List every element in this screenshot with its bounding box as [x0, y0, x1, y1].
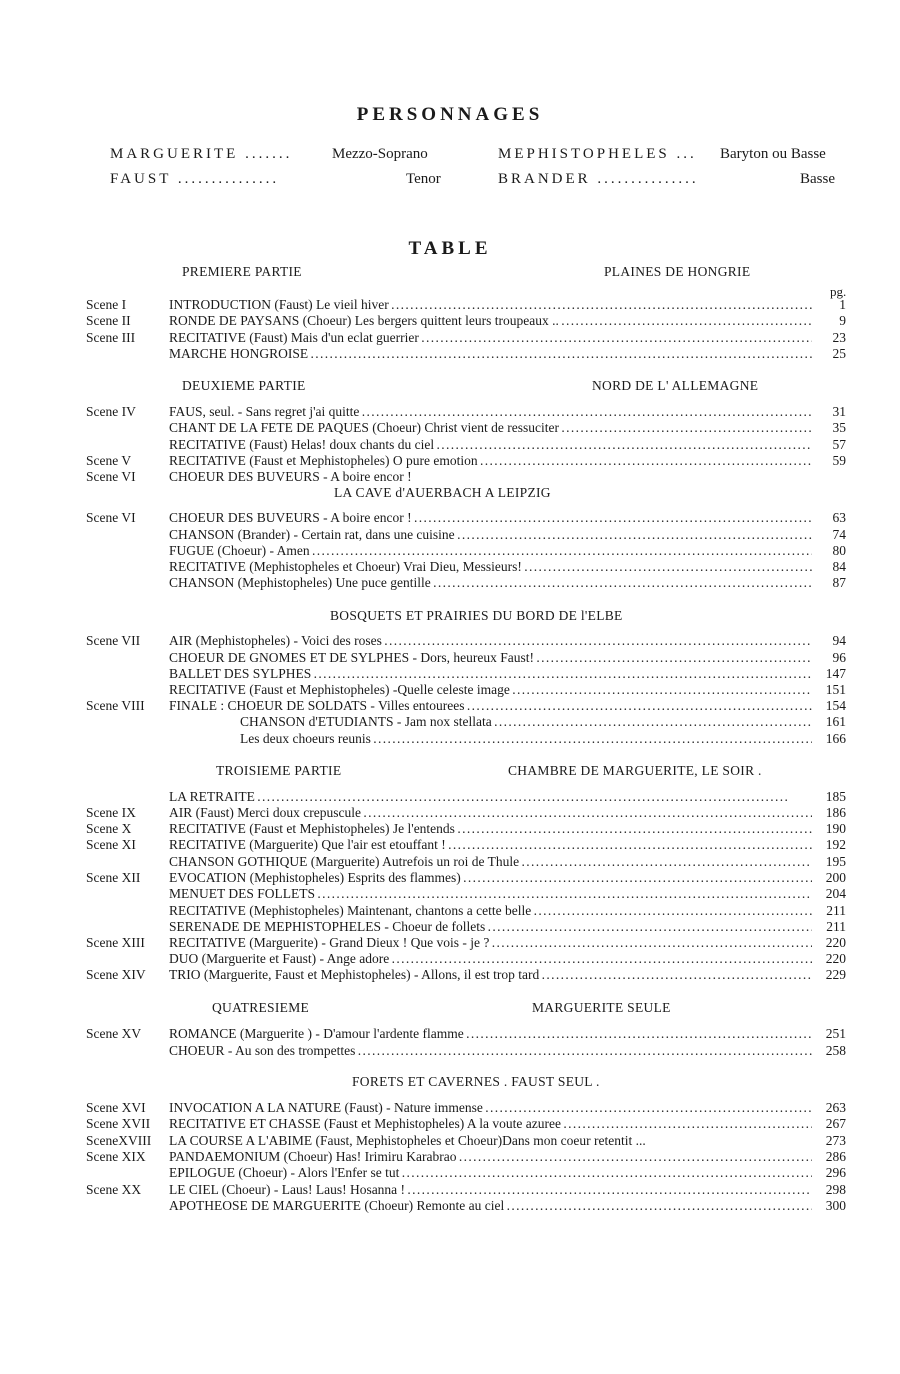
page-number: 298 [825, 1182, 846, 1197]
scene-number: Scene IV [86, 404, 136, 419]
toc-entry [86, 903, 846, 919]
entry-title: CHANSON (Mephistopheles) Une puce gentille . . . [169, 575, 812, 591]
cast-name: FAUST ............... [110, 171, 280, 187]
scene-number: Scene III [86, 330, 136, 345]
section-heading: PREMIERE PARTIE [182, 264, 302, 279]
scene-number: Scene VI [86, 469, 136, 484]
toc-entry [86, 967, 846, 983]
toc-entry [86, 1116, 846, 1132]
toc-entry [86, 854, 846, 870]
scene-number: Scene XIII [86, 935, 145, 950]
entry-title: EVOCATION (Mephistopheles) Esprits des flammes) . . . [169, 870, 812, 886]
personnages-heading: PERSONNAGES [356, 104, 544, 125]
entry-title: FINALE : CHOEUR DE SOLDATS - Villes entourees . . . [169, 698, 812, 714]
section-location: MARGUERITE SEULE [532, 1000, 671, 1015]
toc-entry [86, 1026, 846, 1042]
toc-entry [86, 870, 846, 886]
entry-title: INTRODUCTION (Faust) Le vieil hiver . . . [169, 297, 812, 313]
toc-entry [86, 1100, 846, 1116]
toc-entry [86, 731, 846, 747]
toc-entry [86, 1043, 846, 1059]
scene-number: Scene XVI [86, 1100, 146, 1115]
page-number: 263 [825, 1100, 846, 1115]
scene-number: Scene VI [86, 510, 136, 525]
entry-title: CHOEUR DES BUVEURS - A boire encor ! [169, 469, 412, 484]
page-number: 195 [825, 854, 846, 869]
page-number: 220 [825, 935, 846, 950]
cast-name: MARGUERITE ....... [110, 146, 293, 162]
toc-entry [86, 789, 846, 805]
cast-voice: Basse [800, 171, 835, 187]
entry-title: RECITATIVE (Faust) Mais d'un eclat guerrier . . . [169, 330, 812, 346]
entry-title: BALLET DES SYLPHES . . . [169, 666, 812, 682]
page-number: 166 [825, 731, 846, 746]
scene-number: Scene XX [86, 1182, 142, 1197]
entry-title: RECITATIVE (Marguerite) - Grand Dieux ! Que vois - je ? . . . [169, 935, 812, 951]
entry-title: FAUS, seul. - Sans regret j'ai quitte . . . [169, 404, 812, 420]
page-number: 31 [832, 404, 846, 419]
entry-title: RONDE DE PAYSANS (Choeur) Les bergers quittent leurs troupeaux .. . . . [169, 313, 812, 329]
page-number: 200 [825, 870, 846, 885]
entry-title: SERENADE DE MEPHISTOPHELES - Choeur de follets . . . [169, 919, 812, 935]
toc-entry [86, 714, 846, 730]
toc-entry [86, 527, 846, 543]
toc-entry [86, 919, 846, 935]
scene-number: Scene XIV [86, 967, 146, 982]
toc-entry [86, 453, 846, 469]
entry-title: FUGUE (Choeur) - Amen . . . [169, 543, 812, 559]
toc-entry [86, 886, 846, 902]
entry-title: DUO (Marguerite et Faust) - Ange adore . . . [169, 951, 812, 967]
scene-number: Scene VIII [86, 698, 145, 713]
toc-entry [86, 346, 846, 362]
toc-entry [86, 330, 846, 346]
page-number: 151 [825, 682, 846, 697]
page-number: 185 [825, 789, 846, 804]
entry-title: RECITATIVE (Faust et Mephistopheles) -Quelle celeste image . . . [169, 682, 812, 698]
page-number: 211 [826, 919, 846, 934]
page-number: 80 [832, 543, 846, 558]
toc-entry [86, 666, 846, 682]
section-location: PLAINES DE HONGRIE [604, 264, 751, 279]
scene-number: Scene XIX [86, 1149, 146, 1164]
entry-title: RECITATIVE (Faust et Mephistopheles) O pure emotion . . . [169, 453, 812, 469]
entry-title: LE CIEL (Choeur) - Laus! Laus! Hosanna ! . . . [169, 1182, 812, 1198]
page-number: 251 [825, 1026, 846, 1041]
page-number: 63 [832, 510, 846, 525]
page-number: 286 [825, 1149, 846, 1164]
entry-title: MENUET DES FOLLETS . . . [169, 886, 812, 902]
toc-entry [86, 1198, 846, 1214]
page-number: 300 [825, 1198, 846, 1213]
section-location: LA CAVE d'AUERBACH A LEIPZIG [334, 485, 551, 500]
entry-title: RECITATIVE (Marguerite) Que l'air est etouffant ! . . . [169, 837, 812, 853]
scene-number: Scene V [86, 453, 132, 468]
section-location: BOSQUETS ET PRAIRIES DU BORD DE l'ELBE [330, 608, 623, 623]
page-number: 87 [832, 575, 846, 590]
page-number: 25 [832, 346, 846, 361]
cast-entry [498, 171, 835, 188]
page-number: 94 [832, 633, 846, 648]
toc-entry [86, 469, 846, 485]
toc-entry [86, 559, 846, 575]
page-number: 9 [839, 313, 846, 328]
section-location: FORETS ET CAVERNES . FAUST SEUL . [352, 1074, 600, 1089]
scene-number: SceneXVIII [86, 1133, 152, 1148]
toc-entry [86, 821, 846, 837]
table-heading: TABLE [408, 238, 492, 259]
entry-title: EPILOGUE (Choeur) - Alors l'Enfer se tut . . . [169, 1165, 812, 1181]
page-number: 192 [825, 837, 846, 852]
toc-entry [86, 420, 846, 436]
entry-title: CHANSON d'ETUDIANTS - Jam nox stellata . . . [240, 714, 812, 730]
toc-entry [86, 805, 846, 821]
toc-entry [86, 1182, 846, 1198]
scene-number: Scene X [86, 821, 132, 836]
cast-voice: Baryton ou Basse [720, 146, 826, 162]
toc-entry [86, 1133, 846, 1149]
page-number: 57 [832, 437, 846, 452]
page-number: 147 [825, 666, 846, 681]
cast-name: BRANDER ............... [498, 171, 699, 187]
entry-title: TRIO (Marguerite, Faust et Mephistopheles) - Allons, il est trop tard . . . [169, 967, 812, 983]
toc-entry [86, 297, 846, 313]
toc-entry [86, 437, 846, 453]
toc-entry [86, 1165, 846, 1181]
section-location: NORD DE L' ALLEMAGNE [592, 378, 759, 393]
entry-title: CHANSON (Brander) - Certain rat, dans une cuisine . . . [169, 527, 812, 543]
toc-entry [86, 650, 846, 666]
scene-number: Scene I [86, 297, 127, 312]
toc-entry [86, 682, 846, 698]
page-number: 190 [825, 821, 846, 836]
toc-entry [86, 698, 846, 714]
scene-number: Scene II [86, 313, 131, 328]
entry-title: AIR (Mephistopheles) - Voici des roses . . . [169, 633, 812, 649]
toc-entry [86, 935, 846, 951]
toc-entry [86, 313, 846, 329]
toc-entry [86, 951, 846, 967]
entry-title: RECITATIVE (Faust et Mephistopheles) Je l'entends . . . [169, 821, 812, 837]
page-number: 267 [825, 1116, 846, 1131]
cast-entry [110, 146, 428, 163]
page-number: 23 [832, 330, 846, 345]
page-number: 84 [832, 559, 846, 574]
entry-title: RECITATIVE (Faust) Helas! doux chants du ciel . . . [169, 437, 812, 453]
entry-title: PANDAEMONIUM (Choeur) Has! Irimiru Karabrao . . . [169, 1149, 812, 1165]
page-number: 154 [825, 698, 846, 713]
entry-title: RECITATIVE ET CHASSE (Faust et Mephistopheles) A la voute azuree . . . [169, 1116, 812, 1132]
cast-entry [110, 171, 441, 188]
page-number: 296 [825, 1165, 846, 1180]
entry-title: CHOEUR DES BUVEURS - A boire encor ! . . . [169, 510, 812, 526]
cast-voice: Tenor [406, 171, 441, 187]
toc-entry [86, 510, 846, 526]
toc-entry [86, 543, 846, 559]
entry-title: APOTHEOSE DE MARGUERITE (Choeur) Remonte au ciel . . . [169, 1198, 812, 1214]
entry-title: AIR (Faust) Merci doux crepuscule . . . [169, 805, 812, 821]
page-number: 258 [825, 1043, 846, 1058]
entry-title: RECITATIVE (Mephistopheles) Maintenant, chantons a cette belle . . . [169, 903, 812, 919]
page-number: 186 [825, 805, 846, 820]
page-number: 1 [839, 297, 846, 312]
page-number: 211 [826, 903, 846, 918]
section-heading: TROISIEME PARTIE [216, 763, 342, 778]
entry-title: INVOCATION A LA NATURE (Faust) - Nature immense . . . [169, 1100, 812, 1116]
cast-name: MEPHISTOPHELES ... [498, 146, 697, 162]
entry-title: ROMANCE (Marguerite ) - D'amour l'ardente flamme . . . [169, 1026, 812, 1042]
toc-entry [86, 575, 846, 591]
entry-title: LA COURSE A L'ABIME (Faust, Mephistopheles et Choeur)Dans mon coeur retentit ... [169, 1133, 646, 1148]
entry-title: CHANT DE LA FETE DE PAQUES (Choeur) Christ vient de ressuciter . . . [169, 420, 812, 436]
page-number: 74 [832, 527, 846, 542]
entry-title: RECITATIVE (Mephistopheles et Choeur) Vrai Dieu, Messieurs! . . . [169, 559, 812, 575]
page-number: 35 [832, 420, 846, 435]
entry-title: CHOEUR - Au son des trompettes . . . [169, 1043, 812, 1059]
scene-number: Scene XI [86, 837, 136, 852]
scene-number: Scene XV [86, 1026, 142, 1041]
entry-title: CHANSON GOTHIQUE (Marguerite) Autrefois un roi de Thule . . . [169, 854, 812, 870]
page-number: 96 [832, 650, 846, 665]
page-column-label: pg. [830, 284, 847, 299]
page-number: 161 [825, 714, 846, 729]
scene-number: Scene XII [86, 870, 141, 885]
entry-title: Les deux choeurs reunis . . . [240, 731, 812, 747]
scene-number: Scene VII [86, 633, 141, 648]
toc-entry [86, 1149, 846, 1165]
cast-voice: Mezzo-Soprano [332, 146, 428, 162]
entry-title: CHOEUR DE GNOMES ET DE SYLPHES - Dors, heureux Faust! . . . [169, 650, 812, 666]
page-number: 59 [832, 453, 846, 468]
page-number: 229 [825, 967, 846, 982]
page-number: 220 [825, 951, 846, 966]
cast-entry [498, 146, 826, 163]
section-location: CHAMBRE DE MARGUERITE, LE SOIR . [508, 763, 762, 778]
entry-title: LA RETRAITE . . . [169, 789, 812, 805]
section-heading: QUATRESIEME [212, 1000, 310, 1015]
toc-entry [86, 837, 846, 853]
scene-number: Scene XVII [86, 1116, 151, 1131]
toc-entry [86, 404, 846, 420]
section-heading: DEUXIEME PARTIE [182, 378, 306, 393]
page-number: 273 [825, 1133, 846, 1148]
page-number: 204 [825, 886, 846, 901]
entry-title: MARCHE HONGROISE . . . [169, 346, 812, 362]
toc-entry [86, 633, 846, 649]
scene-number: Scene IX [86, 805, 136, 820]
